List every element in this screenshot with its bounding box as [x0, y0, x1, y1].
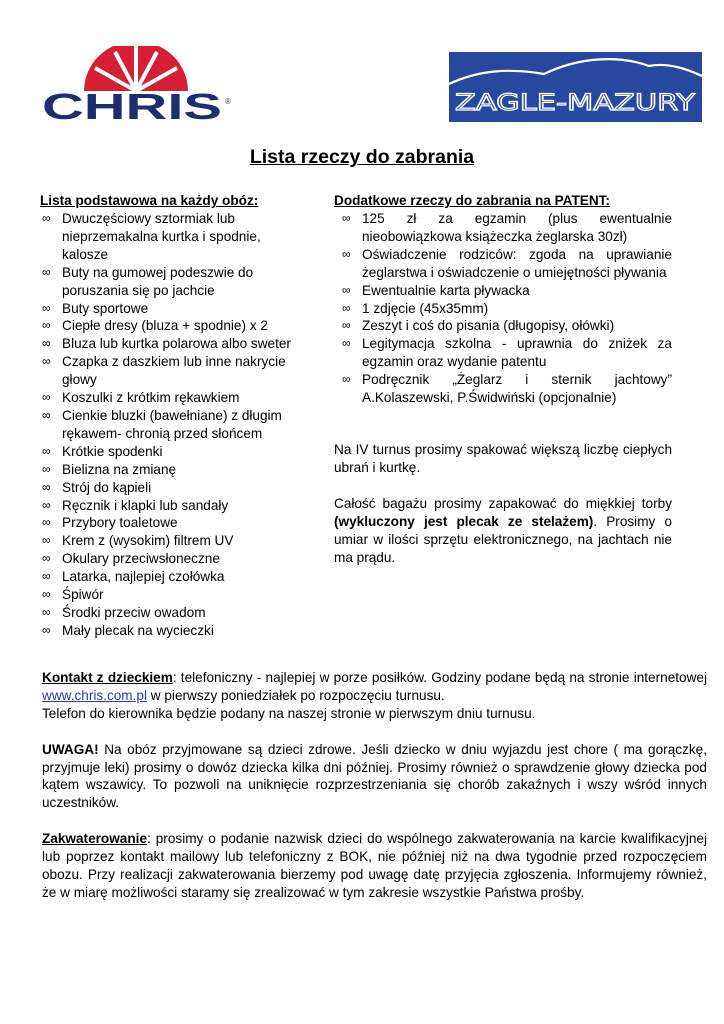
list-item: ∞ Okulary przeciwsłoneczne	[42, 551, 220, 567]
website-link[interactable]: www.chris.com.pl	[42, 687, 147, 703]
list-item: ∞ Buty sportowe	[42, 300, 149, 316]
list-item: ∞ Czapka z daszkiem lub inne nakrycie głowy	[42, 354, 286, 388]
bullet-icon: ∞	[42, 497, 51, 512]
turnus-note: Na IV turnus prosimy spakować większą liczbę ciepłych ubrań i kurtkę.	[334, 442, 672, 475]
list-item: ∞ Dwuczęściowy sztormiak lub nieprzemakalna kurtka i spodnie, kalosze	[42, 211, 261, 262]
list-item: ∞ Krem z (wysokim) filtrem UV	[42, 533, 234, 549]
accommodation-paragraph: Zakwaterowanie: prosimy o podanie nazwisk dzieci do wspólnego zakwaterowania na karcie kwalifikacyjnej lub poprzez kontakt mailowy lub telefoniczny z BOK, nie później niż na dwa tygodnie przed rozpoczęciem obozu. Przy realizacji zakwaterowania bierzemy pod uwagę datę przyjęcia zgłoszenia. Informujemy również, że w miarę możliwości staramy się zrealizować w tym zakresie wszystkie Państwa prośby.	[42, 831, 707, 900]
list-item: ∞ Zeszyt i coś do pisania (długopisy, ołówki)	[342, 318, 615, 334]
bullet-icon: ∞	[42, 390, 51, 405]
basic-list-heading: Lista podstawowa na każdy obóz:	[40, 193, 259, 208]
list-item: ∞ Buty na gumowej podeszwie do poruszania się po jachcie	[42, 264, 254, 298]
list-item: ∞ Legitymacja szkolna - uprawnia do zniżek za egzamin oraz wydanie patentu	[342, 336, 672, 370]
bullet-icon: ∞	[42, 461, 51, 476]
basic-items-list	[42, 210, 292, 640]
bullet-icon: ∞	[42, 336, 51, 351]
bullet-icon: ∞	[342, 211, 351, 225]
list-item: ∞ Koszulki z krótkim rękawkiem	[42, 390, 240, 406]
bullet-icon: ∞	[42, 443, 51, 458]
list-item: ∞ Strój do kąpieli	[42, 479, 152, 495]
list-item: ∞ Bluza lub kurtka polarowa albo sweter	[42, 336, 291, 352]
bullet-icon: ∞	[342, 336, 351, 351]
chris-logo-text: CHRIS	[42, 86, 222, 124]
bullet-icon: ∞	[42, 551, 51, 566]
patent-list-heading: Dodatkowe rzeczy do zabrania na PATENT:	[334, 193, 610, 208]
list-item: ∞ Cienkie bluzki (bawełniane) z długim rękawem- chronią przed słońcem	[42, 407, 282, 441]
warning-paragraph: UWAGA! Na obóz przyjmowane są dzieci zdrowe. Jeśli dziecko w dniu wyjazdu jest chore ( ma gorączkę, przyjmuje leki) prosimy o dowóz dziecka kilka dni później. Prosimy również o sprawdzenie głowy dziecka pod kątem wszawicy. To pozwoli na uniknięcie rozprzestrzeniania się chorób zakaźnych i wszy wśród innych uczestników.	[42, 741, 707, 811]
list-item: ∞ 1 zdjęcie (45x35mm)	[342, 300, 489, 316]
list-item: ∞ Ewentualnie karta pływacka	[342, 282, 530, 298]
bullet-icon: ∞	[42, 264, 51, 279]
bullet-icon: ∞	[42, 300, 51, 315]
bullet-icon: ∞	[42, 318, 51, 333]
bullet-icon: ∞	[42, 479, 51, 494]
bullet-icon: ∞	[42, 354, 51, 369]
zagle-mazury-logo	[449, 52, 702, 122]
info-section	[42, 669, 707, 920]
bullet-icon: ∞	[342, 372, 351, 387]
list-item: ∞ Środki przeciw owadom	[42, 604, 206, 620]
bullet-icon: ∞	[42, 604, 51, 619]
list-item: ∞ Oświadczenie rodziców: zgoda na uprawianie żeglarstwa i oświadczenie o umiejętności pływania	[342, 246, 672, 280]
bullet-icon: ∞	[42, 622, 51, 637]
list-item: ∞ Bielizna na zmianę	[42, 461, 177, 477]
bullet-icon: ∞	[342, 300, 351, 315]
list-item: ∞ Mały plecak na wycieczki	[42, 622, 214, 638]
bullet-icon: ∞	[42, 211, 51, 225]
list-item: ∞ 125 zł za egzamin (plus ewentualnie nieobowiązkowa książeczka żeglarska 30zł)	[342, 211, 672, 244]
bullet-icon: ∞	[42, 569, 51, 584]
list-item: ∞ Ręcznik i klapki lub sandały	[42, 497, 229, 513]
bullet-icon: ∞	[342, 282, 351, 297]
bullet-icon: ∞	[342, 246, 351, 261]
contact-paragraph: Kontakt z dzieckiem: telefoniczny - najlepiej w porze posiłków. Godziny podane będą na stronie internetowej www.chris.com.pl w pierwszy poniedziałek po rozpoczęciu turnusu. Telefon do kierownika będzie podany na naszej stronie w pierwszym dniu turnusu.	[42, 670, 707, 721]
page-title: Lista rzeczy do zabrania	[249, 146, 475, 168]
bullet-icon: ∞	[42, 533, 51, 548]
list-item: ∞ Krótkie spodenki	[42, 443, 163, 459]
bullet-icon: ∞	[42, 587, 51, 602]
zagle-mazury-logo-text: ZAGLE-MAZURY	[455, 91, 696, 116]
bullet-icon: ∞	[342, 318, 351, 333]
patent-items-list	[342, 210, 672, 407]
bullet-icon: ∞	[42, 515, 51, 530]
list-item: ∞ Przybory toaletowe	[42, 515, 178, 531]
list-item: ∞ Śpiwór	[42, 587, 104, 603]
list-item: ∞ Ciepłe dresy (bluza + spodnie) x 2	[42, 318, 268, 334]
chris-logo	[40, 46, 240, 124]
bullet-icon: ∞	[42, 407, 51, 422]
chris-registered-mark: ®	[225, 97, 231, 106]
list-item: ∞ Latarka, najlepiej czołówka	[42, 569, 225, 585]
list-item: ∞ Podręcznik „Żeglarz i sternik jachtowy” A.Kolaszewski, P.Świdwiński (opcjonalnie)	[342, 372, 672, 406]
baggage-note: Całość bagażu prosimy zapakować do miękkiej torby (wykluczony jest plecak ze stelażem). Prosimy o umiar w ilości sprzętu elektronicznego, na jachtach nie ma prądu.	[334, 496, 672, 565]
